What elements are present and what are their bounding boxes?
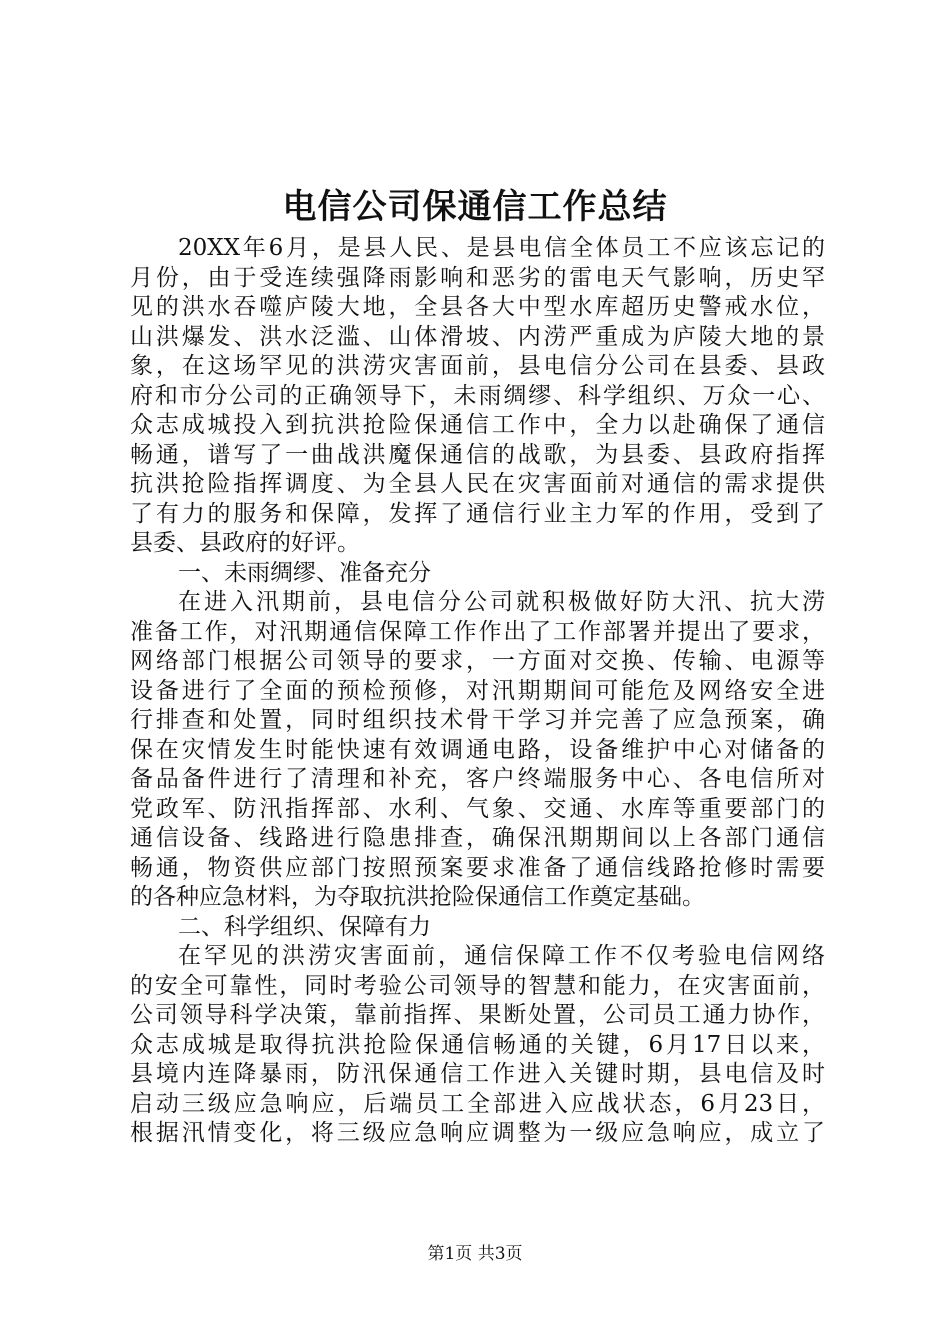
- text-line: 网络部门根据公司领导的要求，一方面对交换、传输、电源等: [130, 648, 825, 674]
- text-line: 府和市分公司的正确领导下，未雨绸缪、科学组织、万众一心、: [130, 382, 825, 409]
- document-body: [130, 234, 825, 1149]
- text-line: 公司领导科学决策，靠前指挥、果断处置，公司员工通力协作，: [130, 1002, 825, 1028]
- text-line: 山洪爆发、洪水泛滥、山体滑坡、内涝严重成为庐陵大地的景: [130, 323, 825, 350]
- text-line: 行排查和处置，同时组织技术骨干学习并完善了应急预案，确: [130, 707, 825, 733]
- section-heading: 二、科学组织、保障有力: [178, 913, 431, 940]
- text-line: 在罕见的洪涝灾害面前，通信保障工作不仅考验电信网络: [178, 943, 825, 969]
- text-line: 的安全可靠性，同时考验公司领导的智慧和能力，在灾害面前，: [130, 972, 825, 999]
- text-line: 设备进行了全面的预检预修，对汛期期间可能危及网络安全进: [130, 677, 825, 704]
- text-line: 县境内连降暴雨，防汛保通信工作进入关键时期，县电信及时: [130, 1061, 825, 1087]
- text-line: 象，在这场罕见的洪涝灾害面前，县电信分公司在县委、县政: [130, 353, 825, 379]
- text-line: 众志成城是取得抗洪抢险保通信畅通的关键，6月17日以来，: [130, 1031, 825, 1058]
- text-line: 在进入汛期前，县电信分公司就积极做好防大汛、抗大涝: [178, 589, 825, 615]
- text-line: 通信设备、线路进行隐患排查，确保汛期期间以上各部门通信: [130, 825, 825, 851]
- text-line: 见的洪水吞噬庐陵大地，全县各大中型水库超历史警戒水位，: [130, 294, 825, 320]
- text-line: 党政军、防汛指挥部、水利、气象、交通、水库等重要部门的: [130, 795, 825, 822]
- text-line: 的各种应急材料，为夺取抗洪抢险保通信工作奠定基础。: [130, 884, 705, 910]
- text-line: 月份，由于受连续强降雨影响和恶劣的雷电天气影响，历史罕: [130, 264, 825, 291]
- text-line: 准备工作，对汛期通信保障工作作出了工作部署并提出了要求，: [130, 618, 825, 645]
- text-line: 根据汛情变化，将三级应急响应调整为一级应急响应，成立了: [130, 1120, 825, 1146]
- text-line: 畅通，物资供应部门按照预案要求准备了通信线路抢修时需要: [130, 854, 825, 881]
- section-heading: 一、未雨绸缪、准备充分: [178, 559, 431, 586]
- text-line: 县委、县政府的好评。: [130, 530, 360, 556]
- text-line: 备品备件进行了清理和补充，客户终端服务中心、各电信所对: [130, 766, 825, 792]
- text-line: 保在灾情发生时能快速有效调通电路，设备维护中心对储备的: [130, 736, 825, 763]
- page-footer: 第1页 共3页: [427, 1244, 523, 1264]
- text-line: 20XX年6月，是县人民、是县电信全体员工不应该忘记的: [178, 235, 825, 261]
- text-line: 众志成城投入到抗洪抢险保通信工作中，全力以赴确保了通信: [130, 412, 825, 438]
- text-line: 了有力的服务和保障，发挥了通信行业主力军的作用，受到了: [130, 500, 825, 527]
- document-title: 电信公司保通信工作总结: [282, 187, 668, 227]
- text-line: 抗洪抢险指挥调度、为全县人民在灾害面前对通信的需求提供: [130, 471, 825, 497]
- text-line: 畅通，谱写了一曲战洪魔保通信的战歌，为县委、县政府指挥: [130, 441, 825, 468]
- text-line: 启动三级应急响应，后端员工全部进入应战状态，6月23日，: [130, 1090, 825, 1117]
